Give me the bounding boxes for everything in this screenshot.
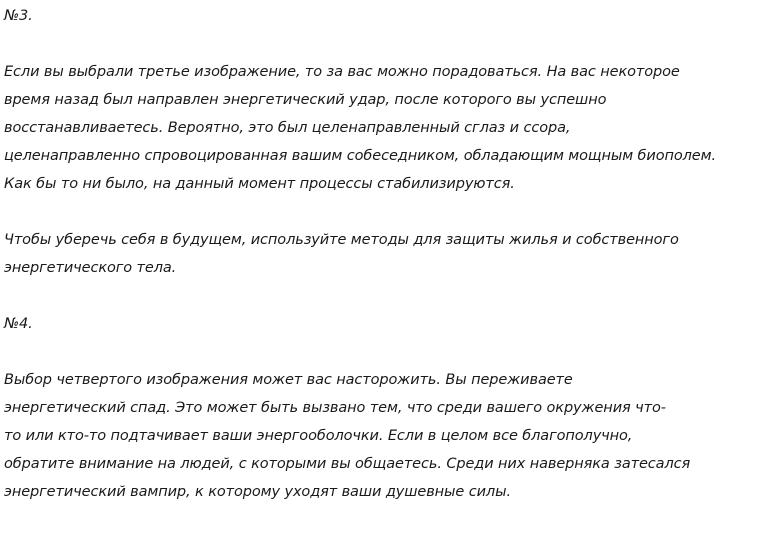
text-line: Как бы то ни было, на данный момент процессы стабилизируются. xyxy=(4,176,515,192)
text-line: то или кто-то подтачивает ваши энергооболочки. Если в целом все благополучно, xyxy=(4,428,633,444)
text-line: энергетический вампир, к которому уходят ваши душевные силы. xyxy=(4,484,511,500)
section-3-heading: №3. xyxy=(4,8,33,24)
text-line: время назад был направлен энергетический удар, после которого вы успешно xyxy=(4,92,607,108)
text-line: Выбор четвертого изображения может вас насторожить. Вы переживаете xyxy=(4,372,573,388)
text-line: восстанавливаетесь. Вероятно, это был целенаправленный сглаз и ссора, xyxy=(4,120,571,136)
text-line: целенаправленно спровоцированная вашим собеседником, обладающим мощным биополем. xyxy=(4,148,716,164)
text-line: энергетического тела. xyxy=(4,260,177,276)
text-line: Чтобы уберечь себя в будущем, используйте методы для защиты жилья и собственного xyxy=(4,232,679,248)
text-line: энергетический спад. Это может быть вызвано тем, что среди вашего окружения что- xyxy=(4,400,666,416)
section-4-heading: №4. xyxy=(4,316,33,332)
text-line: обратите внимание на людей, с которыми вы общаетесь. Среди них наверняка затесался xyxy=(4,456,691,472)
text-line: Если вы выбрали третье изображение, то за вас можно порадоваться. На вас некоторое xyxy=(4,64,680,80)
